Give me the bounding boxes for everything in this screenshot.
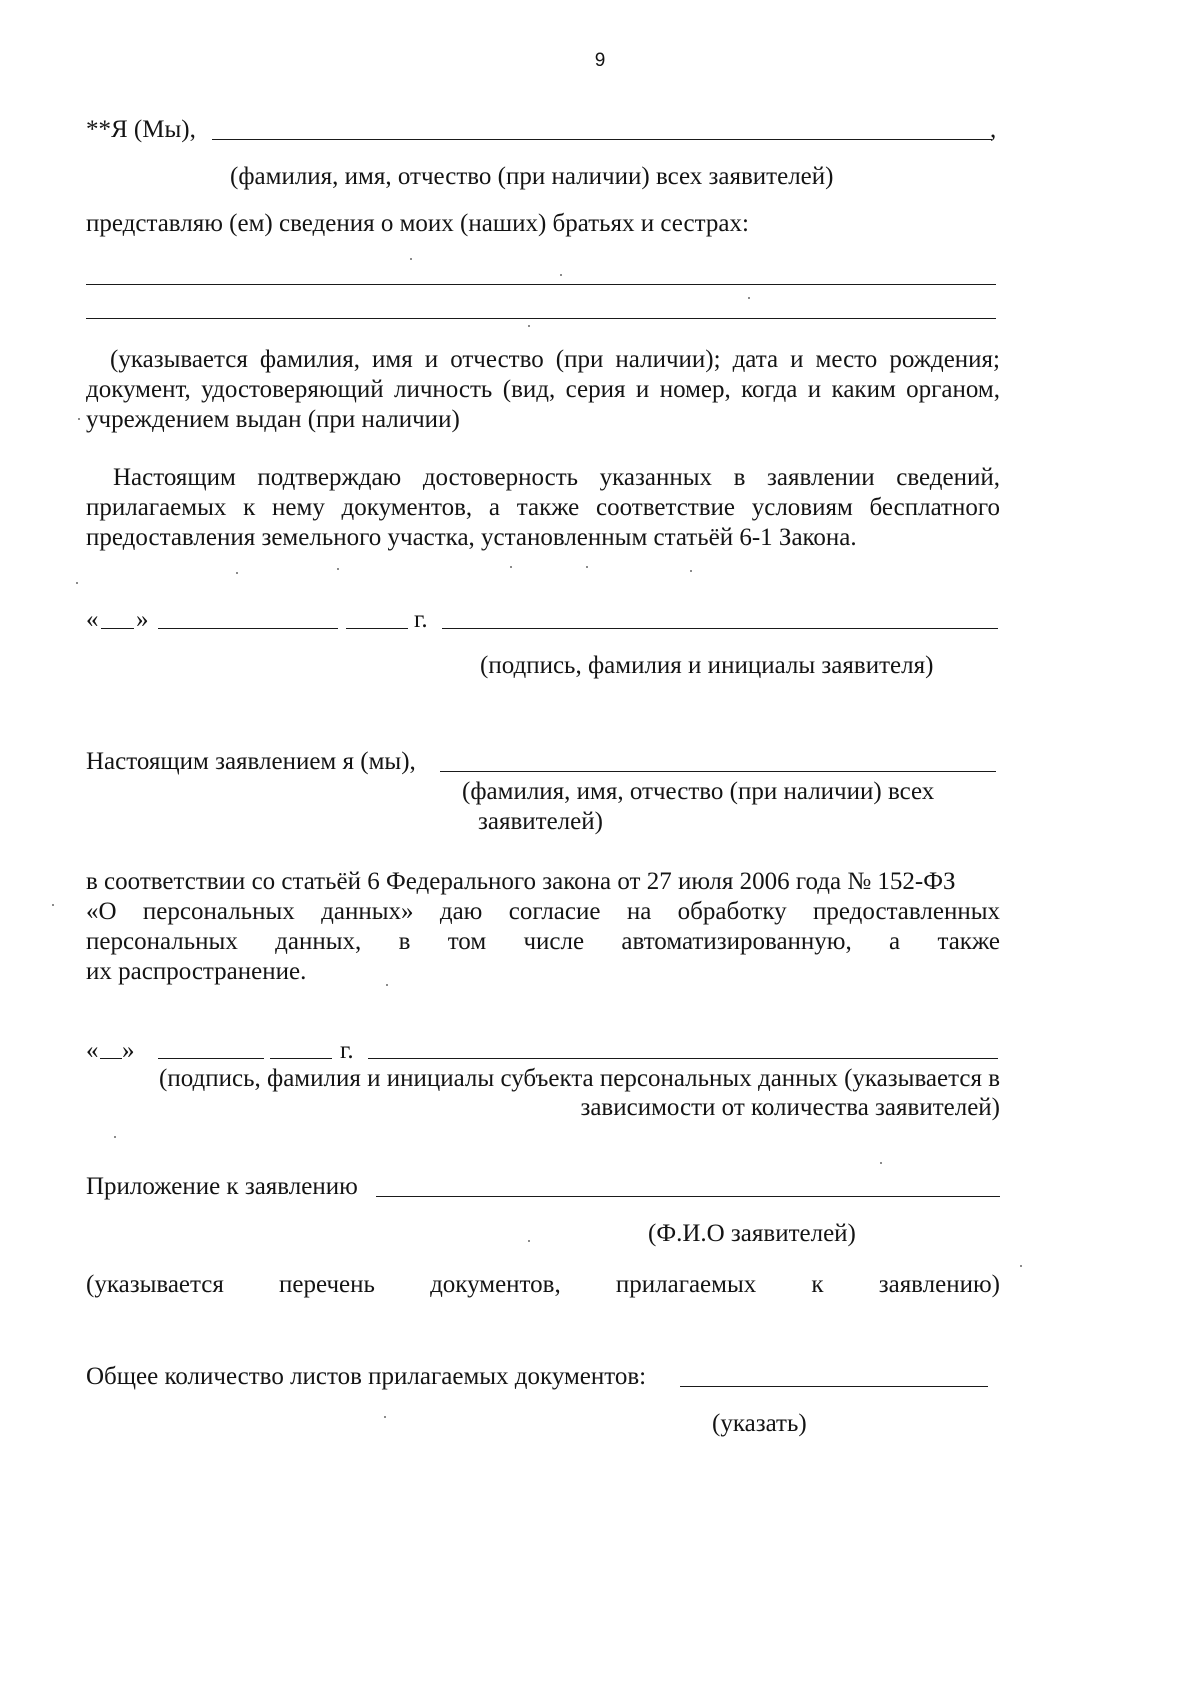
scan-speck xyxy=(690,570,692,572)
scan-speck xyxy=(528,1240,530,1242)
siblings-note-line-1: (указывается фамилия, имя и отчество (при наличии); дата и место рождения; xyxy=(110,346,1000,373)
appendix-caption: (Ф.И.О заявителей) xyxy=(648,1220,856,1247)
scan-speck xyxy=(1020,1265,1022,1267)
confirmation-line-1: Настоящим подтверждаю достоверность указанных в заявлении сведений, xyxy=(113,464,1000,491)
scan-speck xyxy=(560,274,562,276)
consent-body-line-4: их распространение. xyxy=(86,958,307,985)
applicants-prefix: **Я (Мы), xyxy=(86,116,196,143)
appendix-names-line[interactable] xyxy=(376,1196,1000,1197)
sig1-year-line[interactable] xyxy=(346,628,408,629)
consent-caption-line-1: (фамилия, имя, отчество (при наличии) всех xyxy=(462,778,935,805)
sig1-day-line[interactable] xyxy=(101,628,134,629)
appendix-label: Приложение к заявлению xyxy=(86,1173,358,1200)
applicants-caption: (фамилия, имя, отчество (при наличии) всех заявителей) xyxy=(230,163,834,190)
scan-speck xyxy=(748,297,750,299)
sig2-year-line[interactable] xyxy=(270,1058,332,1059)
scan-speck xyxy=(52,904,54,906)
total-sheets-line[interactable] xyxy=(680,1386,988,1387)
siblings-intro: представляю (ем) сведения о моих (наших) братьях и сестрах: xyxy=(86,210,749,237)
siblings-note-line-3: учреждением выдан (при наличии) xyxy=(86,406,460,433)
consent-caption-line-2: заявителей) xyxy=(478,808,603,835)
sig2-close-quote: » xyxy=(122,1037,135,1064)
total-sheets-caption: (указать) xyxy=(712,1410,807,1437)
siblings-fill-line-2[interactable] xyxy=(86,318,996,319)
total-sheets-label: Общее количество листов прилагаемых документов: xyxy=(86,1363,647,1390)
scan-speck xyxy=(528,325,530,327)
sig2-day-line[interactable] xyxy=(100,1058,122,1059)
page-number: 9 xyxy=(594,50,606,71)
applicants-fill-line[interactable] xyxy=(212,139,992,140)
applicants-suffix: , xyxy=(990,116,997,143)
scan-speck xyxy=(586,566,588,568)
confirmation-line-3: предоставления земельного участка, установленным статьёй 6-1 Закона. xyxy=(86,524,857,551)
siblings-fill-line-1[interactable] xyxy=(86,284,996,285)
scan-speck xyxy=(384,1416,386,1418)
sig1-open-quote: « xyxy=(86,606,99,633)
consent-names-line[interactable] xyxy=(440,771,996,772)
appendix-list-note: (указывается перечень документов, прилагаемых к заявлению) xyxy=(86,1271,1000,1298)
sig2-caption-line-2: зависимости от количества заявителей) xyxy=(580,1094,1000,1121)
sig2-caption-line-1: (подпись, фамилия и инициалы субъекта персональных данных (указывается в xyxy=(159,1065,1000,1092)
consent-body-line-1: в соответствии со статьёй 6 Федерального закона от 27 июля 2006 года № 152-ФЗ xyxy=(86,868,956,895)
sig2-open-quote: « xyxy=(86,1037,99,1064)
scan-speck xyxy=(76,582,78,584)
sig1-caption: (подпись, фамилия и инициалы заявителя) xyxy=(480,652,934,679)
sig2-month-line[interactable] xyxy=(158,1058,264,1059)
scan-speck xyxy=(114,1136,116,1138)
sig1-signature-line[interactable] xyxy=(442,628,998,629)
sig1-close-quote: » xyxy=(136,606,149,633)
scan-speck xyxy=(386,984,388,986)
sig1-month-line[interactable] xyxy=(158,628,338,629)
sig2-year-mark: г. xyxy=(340,1037,354,1064)
siblings-note-line-2: документ, удостоверяющий личность (вид, серия и номер, когда и каким органом, xyxy=(86,376,1000,403)
sig2-signature-line[interactable] xyxy=(368,1058,998,1059)
consent-body-line-2: «О персональных данных» даю согласие на обработку предоставленных xyxy=(86,898,1000,925)
consent-intro: Настоящим заявлением я (мы), xyxy=(86,748,416,775)
consent-body-line-3: персональных данных, в том числе автоматизированную, а также xyxy=(86,928,1000,955)
sig1-year-mark: г. xyxy=(414,606,428,633)
scan-speck xyxy=(410,258,412,260)
scan-speck xyxy=(880,1162,882,1164)
scan-speck xyxy=(337,568,339,570)
scan-speck xyxy=(78,418,80,420)
scan-speck xyxy=(236,572,238,574)
confirmation-line-2: прилагаемых к нему документов, а также соответствие условиям бесплатного xyxy=(86,494,1000,521)
scan-speck xyxy=(510,566,512,568)
